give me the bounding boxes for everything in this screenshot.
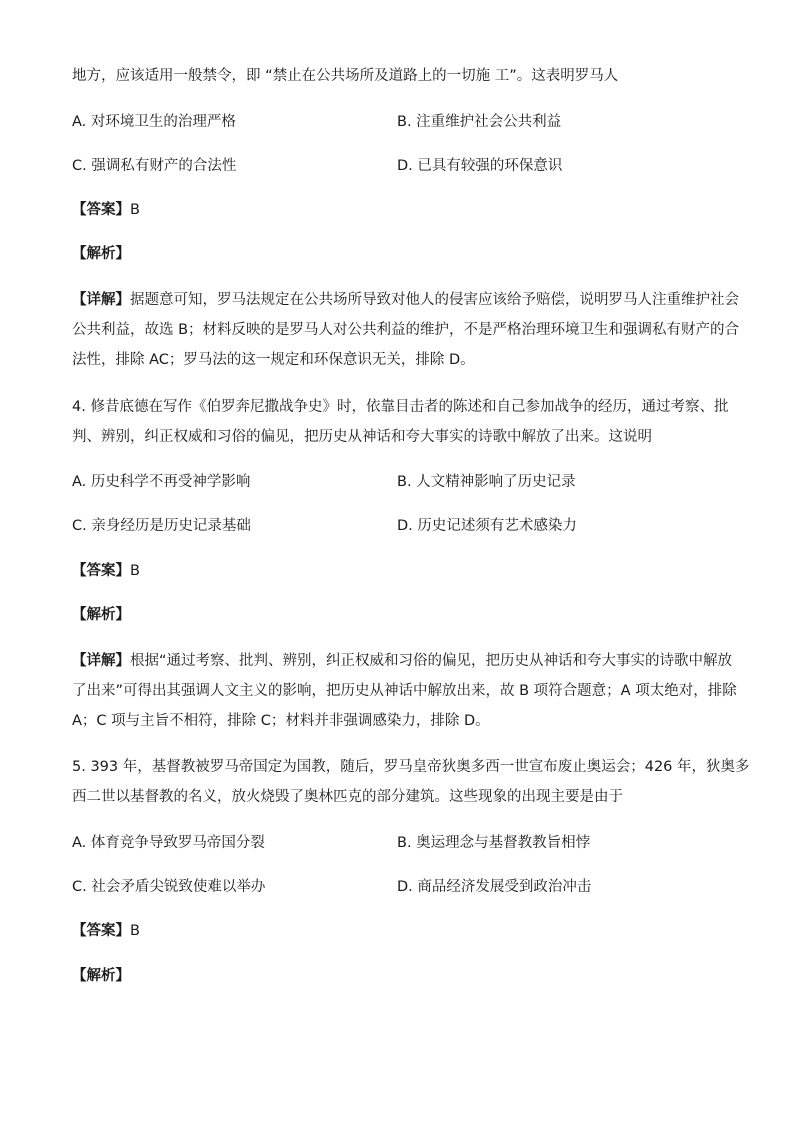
question-3-detail-line-3: 法性，排除 AC；罗马法的这一规定和环保意识无关，排除 D。 <box>72 352 475 368</box>
question-4-analysis-label: 【解析】 <box>72 607 130 623</box>
detail-text: 根据“通过考察、批判、辨别，纠正权威和习俗的偏见，把历史从神话和夸大事实的诗歌中解放 <box>130 653 733 669</box>
question-5-option-a: A. 体育竞争导致罗马帝国分裂 <box>72 835 265 851</box>
answer-value: B <box>130 563 140 579</box>
question-5-analysis-label: 【解析】 <box>72 968 130 984</box>
answer-label: 【答案】 <box>72 563 130 579</box>
question-5-option-b: B. 奥运理念与基督教教旨相悖 <box>397 835 591 851</box>
question-3-answer <box>72 200 140 220</box>
question-4-option-b: B. 人文精神影响了历史记录 <box>397 474 576 490</box>
question-3-option-b: B. 注重维护社会公共利益 <box>397 114 562 130</box>
question-4-option-a: A. 历史科学不再受神学影响 <box>72 474 251 490</box>
question-5-answer <box>72 921 140 941</box>
question-4-detail-line-3: A；C 项与主旨不相符，排除 C；材料并非强调感染力，排除 D。 <box>72 713 490 729</box>
question-4-option-d: D. 历史记述须有艺术感染力 <box>397 518 577 534</box>
question-5-stem-line-2: 西二世以基督教的名义，放火烧毁了奥林匹克的部分建筑。这些现象的出现主要是由于 <box>72 789 623 805</box>
question-4-option-c: C. 亲身经历是历史记录基础 <box>72 518 251 534</box>
question-4-detail-line-2: 了出来”可得出其强调人文主义的影响，把历史从神话中解放出来，故 B 项符合题意；A 项太绝对，排除 <box>72 683 737 699</box>
question-4-stem-line-2: 判、辨别，纠正权威和习俗的偏见，把历史从神话和夸大事实的诗歌中解放了出来。这说明 <box>72 429 652 445</box>
answer-label: 【答案】 <box>72 923 130 939</box>
question-3-option-d: D. 已具有较强的环保意识 <box>397 158 563 174</box>
answer-value: B <box>130 202 140 218</box>
answer-label: 【答案】 <box>72 202 130 218</box>
detail-label: 【详解】 <box>72 653 130 669</box>
detail-label: 【详解】 <box>72 292 130 308</box>
question-3-analysis-label: 【解析】 <box>72 246 130 262</box>
question-5-stem-line-1: 5. 393 年，基督教被罗马帝国定为国教，随后，罗马皇帝狄奥多西一世宣布废止奥运会；426 年，狄奥多 <box>72 759 750 775</box>
question-3-stem-tail: 地方，应该适用一般禁令，即 “禁止在公共场所及道路上的一切施 工”。这表明罗马人 <box>72 68 619 84</box>
question-3-option-a: A. 对环境卫生的治理严格 <box>72 114 236 130</box>
question-4-stem-line-1: 4. 修昔底德在写作《伯罗奔尼撒战争史》时，依靠目击者的陈述和自己参加战争的经历，通过考察、批 <box>72 399 729 415</box>
question-3-detail-line-1 <box>72 290 739 310</box>
question-5-option-d: D. 商品经济发展受到政治冲击 <box>397 879 592 895</box>
detail-text: 据题意可知，罗马法规定在公共场所导致对他人的侵害应该给予赔偿，说明罗马人注重维护社会 <box>130 292 739 308</box>
answer-value: B <box>130 923 140 939</box>
question-3-option-c: C. 强调私有财产的合法性 <box>72 158 237 174</box>
question-3-detail-line-2: 公共利益，故选 B；材料反映的是罗马人对公共利益的维护，不是严格治理环境卫生和强调私有财产的合 <box>72 322 740 338</box>
question-4-answer <box>72 561 140 581</box>
question-4-detail-line-1 <box>72 651 732 671</box>
question-5-option-c: C. 社会矛盾尖锐致使难以举办 <box>72 879 266 895</box>
